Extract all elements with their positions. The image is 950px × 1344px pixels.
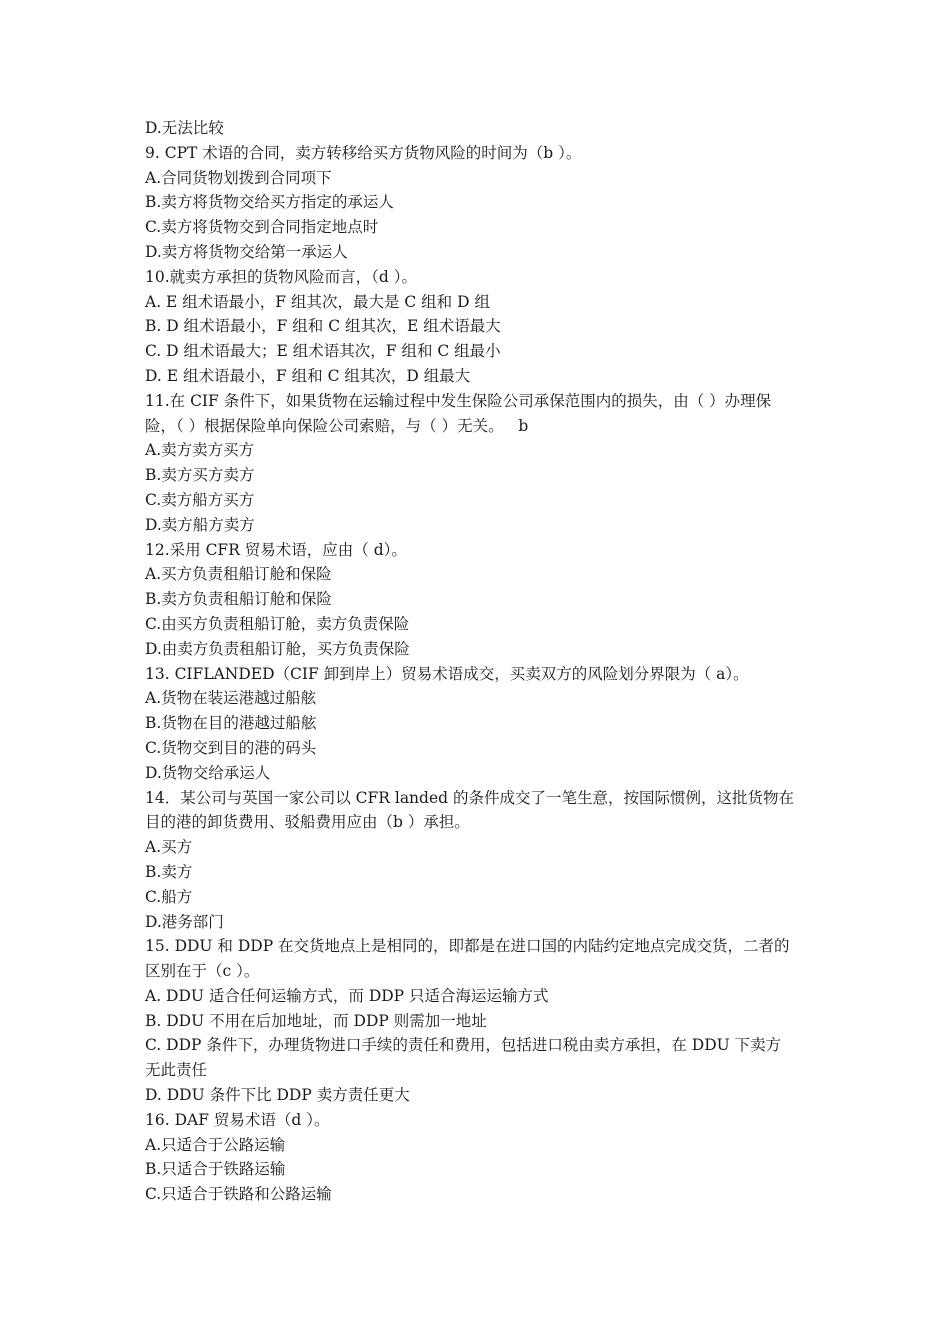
question-9: 9. CPT 术语的合同，卖方转移给买方货物风险的时间为（b ）。: [145, 143, 582, 162]
option-line: D. DDU 条件下比 DDP 卖方责任更大: [145, 1086, 410, 1105]
question-14-line-2: 目的港的卸货费用、驳船费用应由（b ）承担。: [145, 813, 470, 832]
option-line: A.卖方卖方买方: [145, 441, 255, 460]
option-line: B. DDU 不用在后加地址，而 DDP 则需加一地址: [145, 1011, 487, 1030]
option-line: A.只适合于公路运输: [145, 1135, 286, 1154]
option-line: A.买方负责租船订舱和保险: [145, 565, 332, 584]
option-line: D.由卖方负责租船订舱，买方负责保险: [145, 639, 410, 658]
option-line: D.卖方船方卖方: [145, 515, 255, 534]
question-15-line-2: 区别在于（c ）。: [145, 962, 260, 981]
option-line: C.由买方负责租船订舱，卖方负责保险: [145, 614, 410, 633]
question-11-line-1: 11.在 CIF 条件下，如果货物在运输过程中发生保险公司承保范围内的损失，由（ ）办理保: [145, 391, 772, 410]
question-13: 13. CIFLANDED（CIF 卸到岸上）贸易术语成交，买卖双方的风险划分界限为（ a）。: [145, 664, 749, 683]
option-line: C.只适合于铁路和公路运输: [145, 1185, 332, 1204]
option-c-line-2: 无此责任: [145, 1061, 208, 1080]
question-15-line-1: 15. DDU 和 DDP 在交货地点上是相同的，即都是在进口国的内陆约定地点完成交货，二者的: [145, 937, 790, 956]
option-line: B.只适合于铁路运输: [145, 1160, 286, 1179]
option-line: D.港务部门: [145, 912, 224, 931]
document-page: [145, 116, 817, 1207]
option-c-line-1: C. DDP 条件下，办理货物进口手续的责任和费用，包括进口税由卖方承担，在 DDU 下卖方: [145, 1036, 782, 1055]
option-line: C.船方: [145, 887, 193, 906]
option-line: B. D 组术语最小，F 组和 C 组其次，E 组术语最大: [145, 317, 501, 336]
option-line: B.货物在目的港越过船舷: [145, 714, 317, 733]
option-line: B.卖方买方卖方: [145, 466, 255, 485]
question-12: 12.采用 CFR 贸易术语，应由（ d）。: [145, 540, 407, 559]
option-line: C.卖方将货物交到合同指定地点时: [145, 218, 379, 237]
option-line: B.卖方: [145, 862, 193, 881]
option-line: D.货物交给承运人: [145, 763, 271, 782]
option-line: B.卖方负责租船订舱和保险: [145, 590, 332, 609]
question-14-line-1: 14．某公司与英国一家公司以 CFR landed 的条件成交了一笔生意，按国际惯例，这批货物在: [145, 788, 794, 807]
option-line: C.卖方船方买方: [145, 490, 255, 509]
option-line: C.货物交到目的港的码头: [145, 738, 317, 757]
question-16: 16. DAF 贸易术语（d ）。: [145, 1110, 330, 1129]
option-line: A. E 组术语最小，F 组其次，最大是 C 组和 D 组: [145, 292, 490, 311]
option-line: D. E 组术语最小，F 组和 C 组其次，D 组最大: [145, 366, 471, 385]
question-10: 10.就卖方承担的货物风险而言，（d ）。: [145, 267, 418, 286]
option-line: B.卖方将货物交给买方指定的承运人: [145, 193, 394, 212]
option-line: A.合同货物划拨到合同项下: [145, 168, 332, 187]
text-line: D.无法比较: [145, 119, 224, 137]
option-line: C. D 组术语最大；E 组术语其次，F 组和 C 组最小: [145, 342, 501, 361]
option-line: D.卖方将货物交给第一承运人: [145, 242, 348, 261]
option-line: A.货物在装运港越过船舷: [145, 689, 317, 708]
option-line: A.买方: [145, 838, 193, 857]
option-line: A. DDU 适合任何运输方式，而 DDP 只适合海运运输方式: [145, 986, 549, 1005]
question-11-line-2: 险，（ ）根据保险单向保险公司索赔，与（ ）无关。 b: [145, 416, 529, 435]
